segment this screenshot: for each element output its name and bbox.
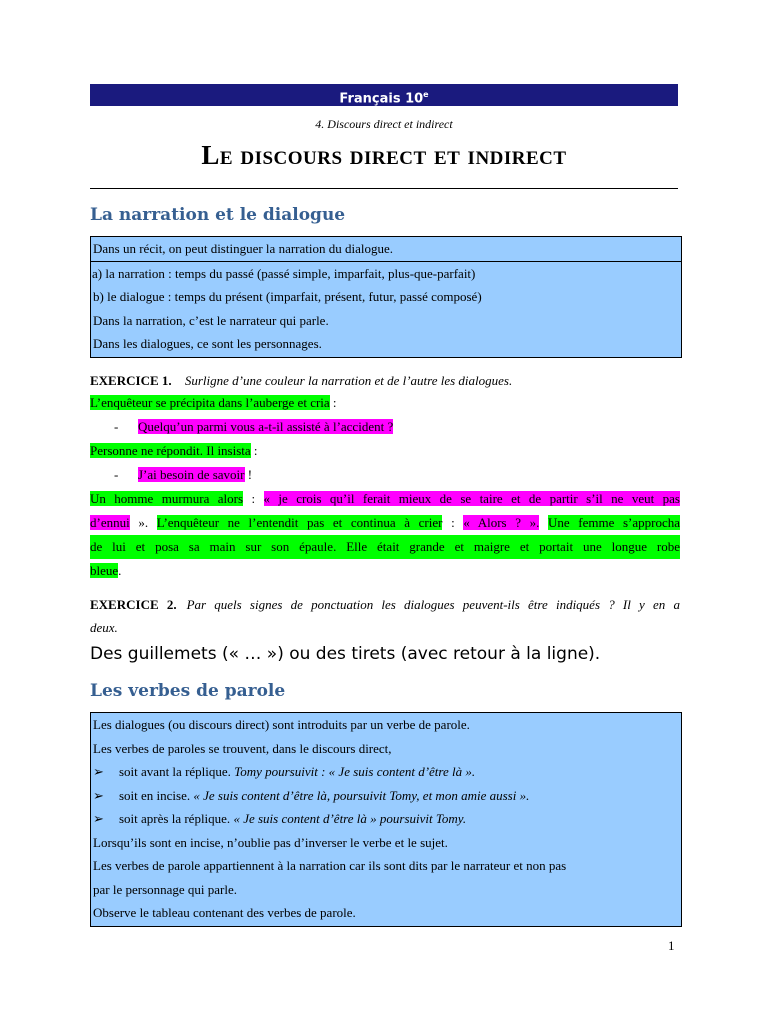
course-banner [90, 84, 678, 106]
dialogue-highlight: « je crois qu’il ferait mieux de se taire et de partir s’il ne veut pas [263, 491, 680, 506]
bullet-label: soit en incise. [119, 787, 191, 803]
page-number: 1 [668, 938, 675, 953]
punctuation: : [329, 395, 337, 410]
narration-highlight: Un homme murmura alors [90, 491, 244, 506]
lesson-subtitle: 4. Discours direct et indirect [315, 117, 453, 131]
section-heading-verbes: Les verbes de parole [90, 681, 286, 701]
arrow-bullet-icon: ➢ [93, 764, 104, 779]
punctuation: . [118, 563, 122, 578]
text-line [90, 511, 680, 535]
exercise-2-answer: Des guillemets (« … ») ou des tirets (avec retour à la ligne). [90, 644, 601, 664]
narration-highlight: Une femme s’approcha [548, 515, 681, 530]
text-line [90, 415, 680, 439]
exercise-1-label: EXERCICE 1. [90, 373, 172, 388]
bullet-label: soit avant la réplique. [119, 764, 231, 779]
banner-superscript: e [423, 90, 429, 99]
info-line: a) la narration : temps du passé (passé simple, imparfait, plus-que-parfait) [90, 261, 681, 286]
narration-highlight: bleue [90, 563, 119, 578]
text-line [90, 487, 680, 511]
bullet-line [91, 784, 681, 808]
arrow-bullet-icon: ➢ [93, 811, 104, 826]
punctuation: : [250, 443, 258, 458]
dialogue-highlight: Quelqu’un parmi vous a-t-il assisté à l’accident ? [138, 419, 394, 434]
text-line [90, 559, 680, 583]
bullet-line [91, 760, 681, 784]
page-title: Le discours direct et indirect [201, 140, 567, 170]
bullet-example: « Je suis content d’être là, poursuivit Tomy, et mon amie aussi ». [193, 787, 530, 803]
punctuation: ! [244, 467, 253, 482]
info-line: Dans la narration, c’est le narrateur qui parle. [93, 312, 329, 328]
info-line: Observe le tableau contenant des verbes de parole. [93, 905, 356, 920]
narration-info-box [90, 236, 682, 358]
info-line: Lorsqu’ils sont en incise, n’oublie pas d’inverser le verbe et le sujet. [93, 834, 448, 850]
info-line: b) le dialogue : temps du présent (imparfait, présent, futur, passé composé) [93, 289, 482, 304]
exercise-1-instruction: Surligne d’une couleur la narration et de l’autre les dialogues. [184, 373, 513, 388]
exercise-2-instruction: Par quels signes de ponctuation les dialogues peuvent-ils être indiqués ? Il y en a [186, 597, 680, 612]
banner-text: Français 10 [339, 91, 424, 107]
title-divider [90, 188, 678, 189]
exercise-2-label: EXERCICE 2. [90, 597, 177, 612]
dialogue-highlight: d’ennui [90, 515, 130, 530]
punctuation: : [442, 515, 464, 530]
info-line: Les dialogues (ou discours direct) sont introduits par un verbe de parole. [93, 717, 470, 732]
exercise-2-header [90, 597, 680, 636]
narration-highlight: L’enquêteur ne l’entendit pas et continua à crier [156, 515, 443, 530]
text-line [90, 439, 680, 463]
punctuation: : [243, 491, 264, 506]
dialogue-dash: - [114, 467, 119, 482]
info-line: Les verbes de paroles se trouvent, dans le discours direct, [93, 740, 392, 756]
exercise-1-text [90, 391, 680, 583]
bullet-example: Tomy poursuivit : « Je suis content d’être là ». [234, 764, 476, 779]
narration-highlight-line: de lui et posa sa main sur son épaule. Elle était grande et maigre et portait une longue robe [90, 535, 680, 559]
info-line: Les verbes de parole appartiennent à la narration car ils sont dits par le narrateur et non pas [93, 858, 567, 873]
text-line [90, 391, 680, 415]
exercise-1-header [90, 373, 680, 389]
info-line: Dans les dialogues, ce sont les personnages. [93, 336, 322, 351]
bullet-label: soit après la réplique. [119, 811, 231, 826]
arrow-bullet-icon: ➢ [93, 787, 104, 803]
bullet-example: « Je suis content d’être là » poursuivit Tomy. [233, 811, 467, 826]
dialogue-dash: - [114, 419, 119, 434]
info-line: par le personnage qui parle. [93, 881, 238, 897]
narration-highlight: L’enquêteur se précipita dans l’auberge et cria [90, 395, 330, 410]
dialogue-highlight: J’ai besoin de savoir [138, 467, 245, 482]
section-heading-narration: La narration et le dialogue [90, 205, 346, 225]
bullet-line [91, 807, 681, 831]
punctuation: ». [129, 515, 157, 530]
verbes-info-box [90, 712, 682, 927]
dialogue-highlight: « Alors ? ». [463, 515, 540, 530]
narration-highlight: Personne ne répondit. Il insista [90, 443, 251, 458]
exercise-2-instruction-cont: deux. [90, 620, 118, 635]
exercise-2-line [90, 597, 680, 613]
text-line [90, 463, 680, 487]
spacer [539, 515, 548, 530]
info-line: Dans un récit, on peut distinguer la narration du dialogue. [93, 241, 394, 256]
